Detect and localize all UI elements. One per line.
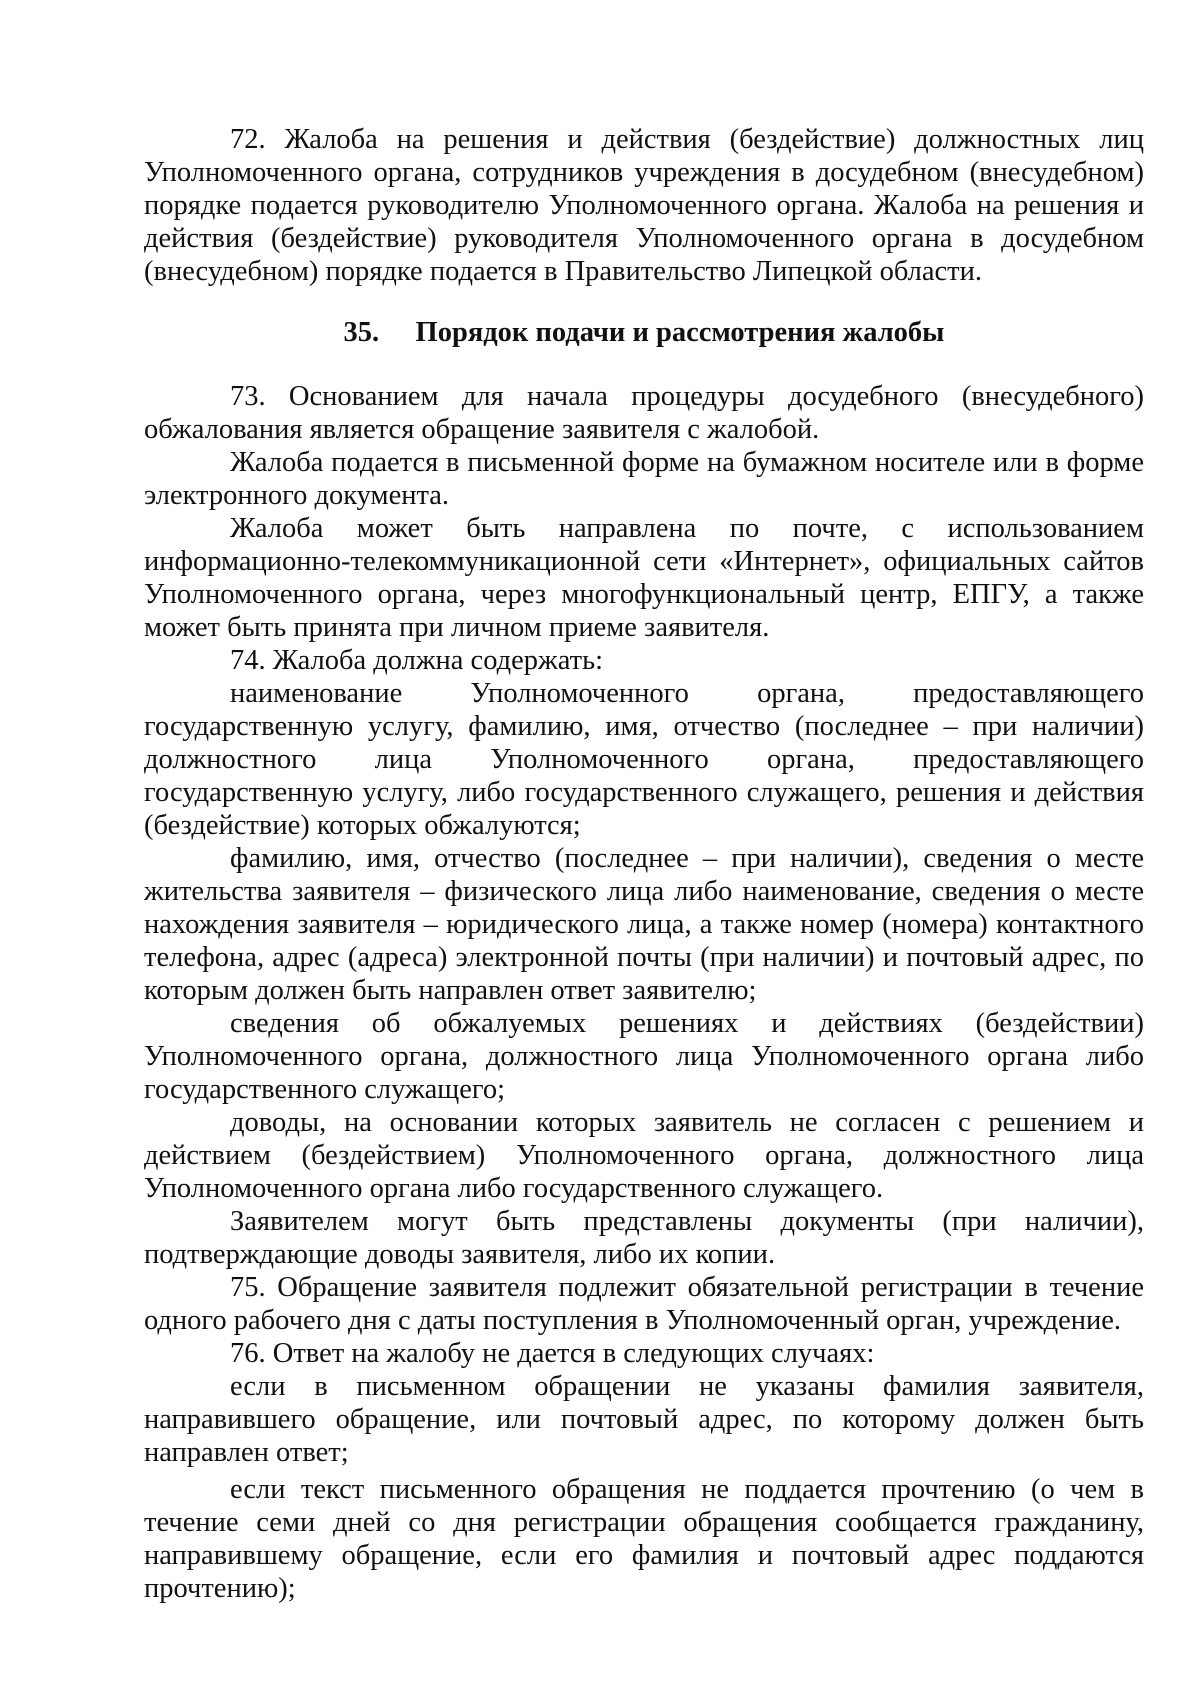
paragraph-76-case-1: если в письменном обращении не указаны фамилия заявителя, направившего обращение, или почтовый адрес, по которому должен быть направлен ответ; — [144, 1371, 1144, 1468]
paragraph-74-documents: Заявителем могут быть представлены документы (при наличии), подтверждающие доводы заявителя, либо их копии. — [144, 1206, 1144, 1270]
paragraph-74-item-1: наименование Уполномоченного органа, предоставляющего государственную услугу, фамилию, имя, отчество (последнее – при наличии) должностного лица Уполномоченного органа, предоставляющего государственную услугу, либо государственного служащего, решения и действия (бездействие) которых обжалуются; — [144, 678, 1144, 841]
paragraph-73-channels: Жалоба может быть направлена по почте, с использованием информационно-телекоммуникационной сети «Интернет», официальных сайтов Уполномоченного органа, через многофункциональный центр, ЕПГУ, а также может быть принята при личном приеме заявителя. — [144, 513, 1144, 643]
paragraph-74: 74. Жалоба должна содержать: — [230, 645, 603, 676]
paragraph-75: 75. Обращение заявителя подлежит обязательной регистрации в течение одного рабочего дня с даты поступления в Уполномоченный орган, учреждение. — [144, 1272, 1144, 1336]
section-title: Порядок подачи и рассмотрения жалобы — [415, 317, 945, 348]
paragraph-72: 72. Жалоба на решения и действия (бездействие) должностных лиц Уполномоченного органа, сотрудников учреждения в досудебном (внесудебном) порядке подается руководителю Уполномоченного органа. Жалоба на решения и действия (бездействие) руководителя Уполномоченного органа в досудебном (внесудебном) порядке подается в Правительство Липецкой области. — [144, 124, 1144, 287]
section-number: 35. — [343, 317, 380, 348]
document-body — [144, 123, 1144, 1605]
paragraph-76-case-2: если текст письменного обращения не поддается прочтению (о чем в течение семи дней со дня регистрации обращения сообщается гражданину, направившему обращение, если его фамилия и почтовый адрес поддаются прочтению); — [144, 1474, 1144, 1604]
section-heading — [144, 316, 1144, 349]
paragraph-73-form: Жалоба подается в письменной форме на бумажном носителе или в форме электронного документа. — [144, 447, 1144, 511]
paragraph-74-item-4: доводы, на основании которых заявитель не согласен с решением и действием (бездействием) Уполномоченного органа, должностного лица Уполномоченного органа либо государственного служащего. — [144, 1107, 1144, 1204]
paragraph-74-item-2: фамилию, имя, отчество (последнее – при наличии), сведения о месте жительства заявителя – физического лица либо наименование, сведения о месте нахождения заявителя – юридического лица, а также номер (номера) контактного телефона, адрес (адреса) электронной почты (при наличии) и почтовый адрес, по которым должен быть направлен ответ заявителю; — [144, 843, 1144, 1006]
paragraph-76: 76. Ответ на жалобу не дается в следующих случаях: — [230, 1338, 875, 1369]
paragraph-74-item-3: сведения об обжалуемых решениях и действиях (бездействии) Уполномоченного органа, должностного лица Уполномоченного органа либо государственного служащего; — [144, 1008, 1144, 1105]
paragraph-73: 73. Основанием для начала процедуры досудебного (внесудебного) обжалования является обращение заявителя с жалобой. — [144, 381, 1144, 445]
